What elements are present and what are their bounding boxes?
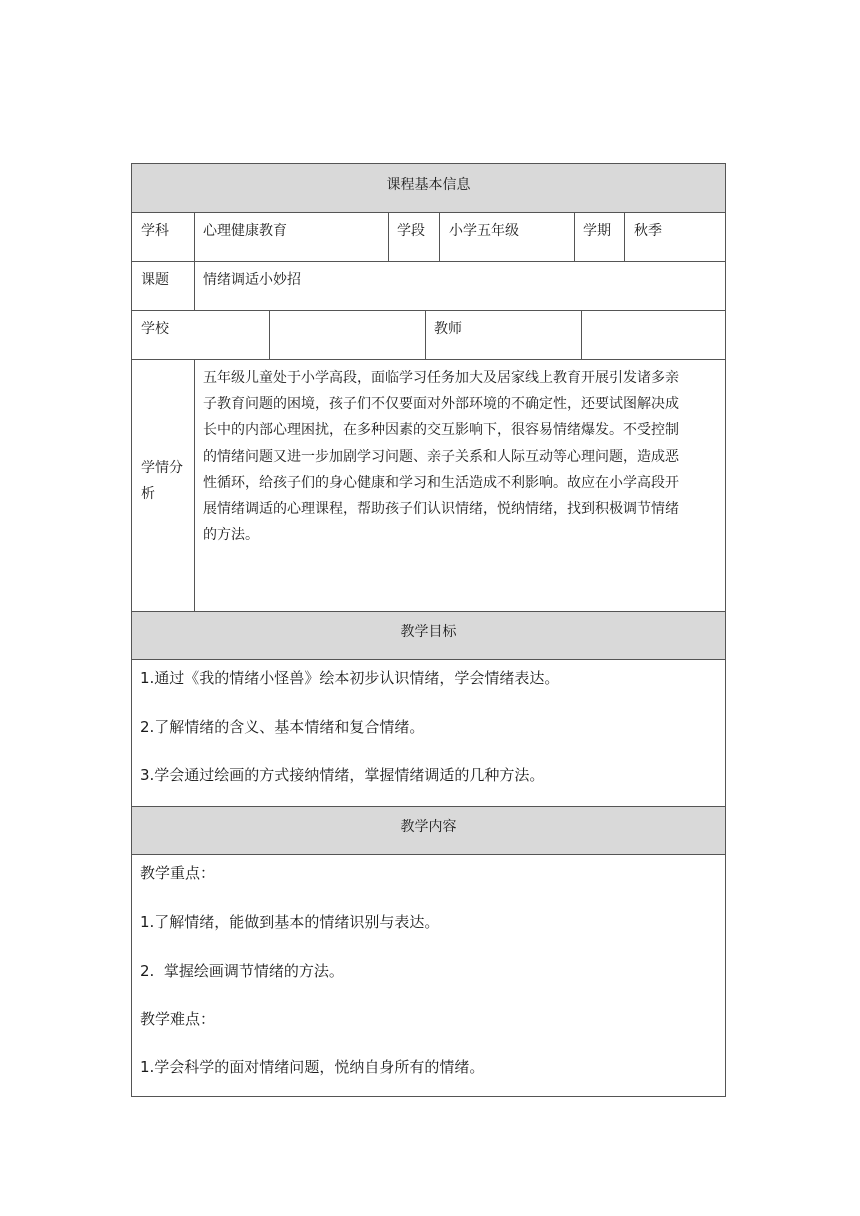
analysis-label-line-1: 学情分: [141, 460, 183, 476]
school-label: 学校: [141, 321, 169, 337]
lesson-info-table: [131, 163, 726, 1097]
analysis-label: [141, 455, 183, 507]
term-label: 学期: [583, 223, 611, 239]
key-point-item: 1.了解情绪，能做到基本的情绪识别与表达。: [140, 913, 440, 931]
teacher-label: 教师: [434, 321, 462, 337]
subject-label: 学科: [141, 223, 169, 239]
key-points-heading: 教学重点：: [140, 864, 216, 882]
content-title: 教学内容: [400, 819, 457, 835]
table-title: 课程基本信息: [386, 177, 471, 193]
analysis-line: 性循环，给孩子们的身心健康和学习和生活造成不利影响。故应在小学高段开: [203, 474, 679, 491]
objective-item: 3.学会通过绘画的方式接纳情绪，掌握情绪调适的几种方法。: [140, 766, 545, 784]
analysis-label-line-2: 析: [141, 486, 155, 502]
difficulty-heading: 教学难点：: [140, 1010, 216, 1028]
objective-item: 1.通过《我的情绪小怪兽》绘本初步认识情绪，学会情绪表达。: [140, 669, 560, 687]
analysis-line: 五年级儿童处于小学高段，面临学习任务加大及居家线上教育开展引发诸多亲: [203, 370, 679, 386]
difficulty-item: 1.学会科学的面对情绪问题，悦纳自身所有的情绪。: [140, 1058, 485, 1076]
term-value: 秋季: [634, 223, 662, 239]
analysis-line: 的方法。: [203, 527, 259, 544]
analysis-line: 展情绪调适的心理课程，帮助孩子们认识情绪，悦纳情绪，找到积极调节情绪: [203, 501, 679, 518]
objectives-title: 教学目标: [400, 624, 457, 640]
topic-label: 课题: [141, 272, 169, 288]
objective-item: 2.了解情绪的含义、基本情绪和复合情绪。: [140, 718, 425, 736]
topic-value: 情绪调适小妙招: [203, 272, 301, 288]
analysis-line: 子教育问题的困境，孩子们不仅要面对外部环境的不确定性，还要试图解决成: [203, 396, 679, 413]
key-point-item: 2. 掌握绘画调节情绪的方法。: [140, 962, 344, 980]
stage-label: 学段: [397, 223, 425, 239]
subject-value: 心理健康教育: [203, 223, 287, 239]
stage-value: 小学五年级: [449, 223, 519, 239]
analysis-text: [203, 365, 720, 548]
analysis-line: 长中的内部心理困扰，在多种因素的交互影响下，很容易情绪爆发。不受控制: [203, 422, 679, 439]
analysis-line: 的情绪问题又进一步加剧学习问题、亲子关系和人际互动等心理问题，造成恶: [203, 448, 679, 465]
